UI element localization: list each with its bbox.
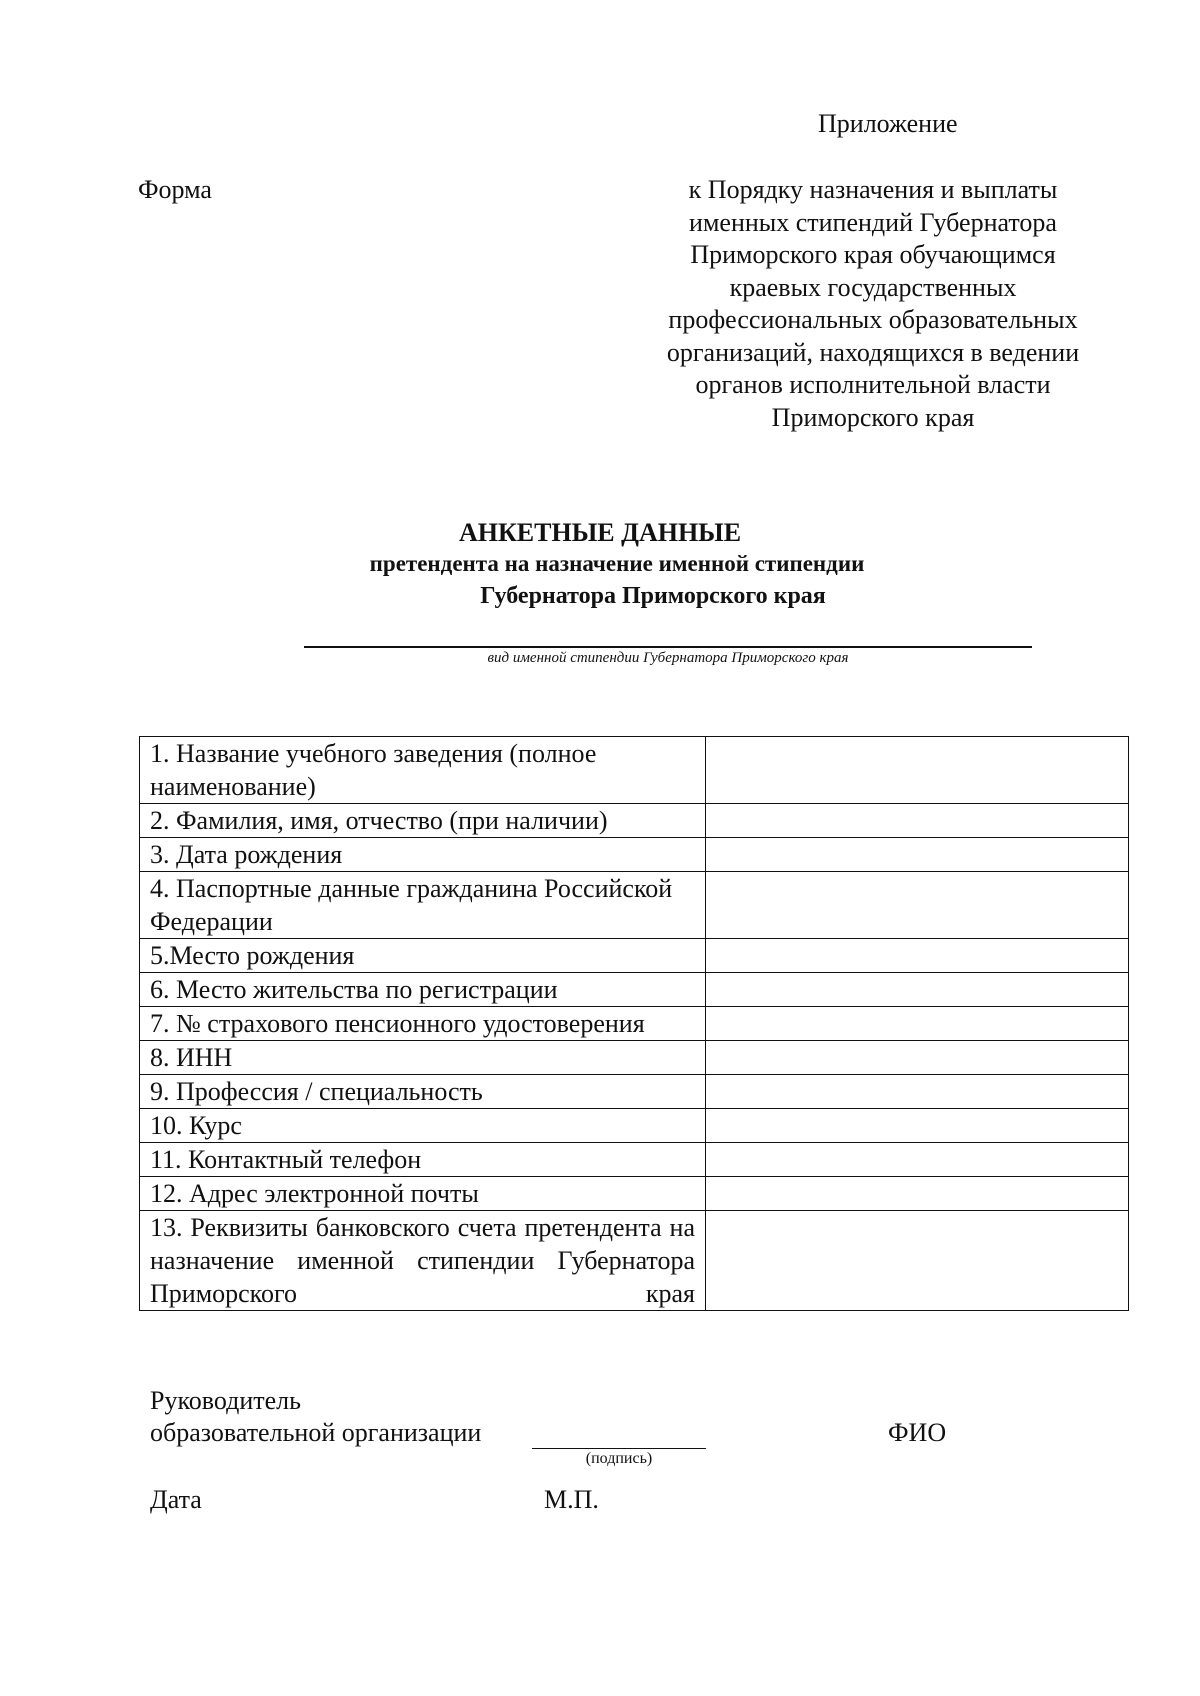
head-label-line-1: Руководитель — [150, 1386, 301, 1415]
row-label: 7. № страхового пенсионного удостоверения — [140, 1007, 706, 1041]
row-label: 5.Место рождения — [140, 939, 706, 973]
form-label: Форма — [138, 175, 212, 204]
row-value-cell[interactable] — [706, 838, 1129, 872]
order-reference-line: Приморского края — [771, 402, 975, 432]
head-of-organization — [150, 1385, 481, 1449]
scholarship-type-field[interactable] — [304, 646, 1032, 648]
row-value-cell[interactable] — [706, 872, 1129, 939]
table-row — [140, 737, 1129, 804]
row-value-cell[interactable] — [706, 1143, 1129, 1177]
row-label: 1. Название учебного заведения (полное наименование) — [140, 737, 706, 804]
row-label: 2. Фамилия, имя, отчество (при наличии) — [140, 804, 706, 838]
order-reference-line: Приморского края обучающимся — [690, 240, 1056, 269]
title-line-3: Губернатора Приморского края — [480, 583, 826, 609]
table-row — [140, 804, 1129, 838]
table-row — [140, 1143, 1129, 1177]
row-label: 4. Паспортные данные гражданина Российской Федерации — [140, 872, 706, 939]
row-label: 10. Курс — [140, 1109, 706, 1143]
order-reference-line: организаций, находящихся в ведении — [666, 337, 1080, 367]
table-row — [140, 872, 1129, 939]
appendix-label: Приложение — [818, 109, 958, 138]
applicant-data-table — [139, 736, 1129, 1311]
row-value-cell[interactable] — [706, 939, 1129, 973]
row-value-cell[interactable] — [706, 737, 1129, 804]
table-row — [140, 838, 1129, 872]
row-label: 6. Место жительства по регистрации — [140, 973, 706, 1007]
row-value-cell[interactable] — [706, 973, 1129, 1007]
row-value-cell[interactable] — [706, 1041, 1129, 1075]
row-value-cell[interactable] — [706, 804, 1129, 838]
order-reference-line: к Порядку назначения и выплаты — [688, 175, 1058, 204]
table-row — [140, 1211, 1129, 1311]
row-value-cell[interactable] — [706, 1109, 1129, 1143]
row-value-cell[interactable] — [706, 1177, 1129, 1211]
table-row — [140, 1075, 1129, 1109]
table-row — [140, 1007, 1129, 1041]
date-label: Дата — [150, 1485, 202, 1514]
head-label-line-2: образовательной организации — [150, 1418, 482, 1447]
title-line-2: претендента на назначение именной стипендии — [369, 551, 865, 576]
scholarship-type-caption: вид именной стипендии Губернатора Приморского края — [487, 650, 849, 666]
signature-field[interactable] — [532, 1448, 706, 1449]
row-value-cell[interactable] — [706, 1211, 1129, 1311]
table-row — [140, 1177, 1129, 1211]
row-label: 9. Профессия / специальность — [140, 1075, 706, 1109]
title-line-1: АНКЕТНЫЕ ДАННЫЕ — [458, 518, 742, 547]
table-row — [140, 1041, 1129, 1075]
row-label: 3. Дата рождения — [140, 838, 706, 872]
order-reference-line: органов исполнительной власти — [695, 370, 1051, 399]
stamp-label: М.П. — [544, 1485, 599, 1514]
order-reference — [620, 174, 1126, 434]
order-reference-line: именных стипендий Губернатора — [689, 207, 1057, 237]
row-label: 11. Контактный телефон — [140, 1143, 706, 1177]
row-label: 8. ИНН — [140, 1041, 706, 1075]
row-label: 13. Реквизиты банковского счета претендента на назначение именной стипендии Губернатора Приморского края — [140, 1211, 706, 1311]
row-label: 12. Адрес электронной почты — [140, 1177, 706, 1211]
order-reference-line: профессиональных образовательных — [668, 305, 1078, 334]
table-row — [140, 939, 1129, 973]
row-value-cell[interactable] — [706, 1075, 1129, 1109]
order-reference-line: краевых государственных — [729, 272, 1017, 302]
row-value-cell[interactable] — [706, 1007, 1129, 1041]
signature-caption: (подпись) — [585, 1450, 653, 1467]
table-row — [140, 1109, 1129, 1143]
table-row — [140, 973, 1129, 1007]
fio-label: ФИО — [888, 1418, 947, 1447]
document-title — [0, 518, 1200, 612]
